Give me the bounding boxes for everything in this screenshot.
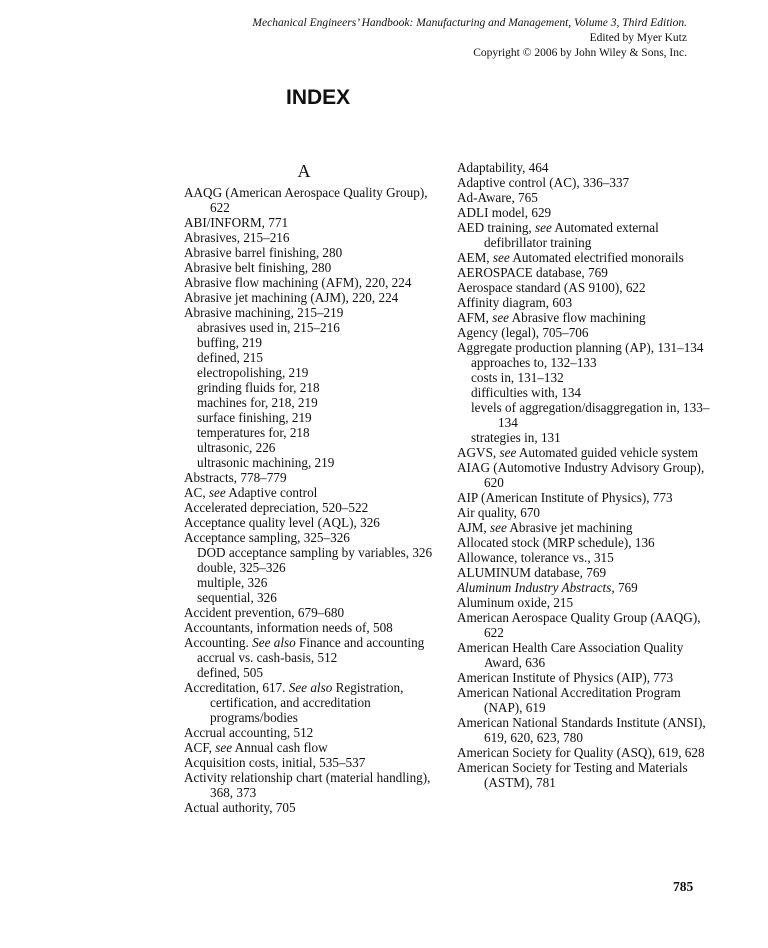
index-entry [184,770,442,800]
index-entry [457,550,719,565]
index-entry [457,190,719,205]
entry-text: American Society for Quality (ASQ), 619, 628 [457,745,705,760]
entry-text: AIP (American Institute of Physics), 773 [457,490,673,505]
page-title: INDEX [286,86,351,109]
entry-text: Adaptive control [225,485,318,500]
index-entry [457,340,719,355]
entry-text: AAQG (American Aerospace Quality Group), 622 [184,185,428,215]
entry-text: Accident prevention, 679–680 [184,605,345,620]
index-entry [184,185,442,215]
index-entry [184,725,442,740]
entry-text: American National Standards Institute (ANSI), 619, 620, 623, 780 [457,715,706,745]
entry-text: ACF, [184,740,216,755]
index-subentry [184,425,442,440]
index-subentry [457,370,719,385]
entry-text: Aluminum Industry Abstracts, [457,580,615,595]
index-entry [457,760,719,790]
entry-text: Abrasives, 215–216 [184,230,290,245]
index-entry [184,635,442,650]
index-entry [184,500,442,515]
entry-text: Accelerated depreciation, 520–522 [184,500,369,515]
entry-text: strategies in, 131 [471,430,561,445]
entry-text: Activity relationship chart (material handling), 368, 373 [184,770,431,800]
index-entry [457,595,719,610]
entry-text: See also [288,680,333,695]
index-subentry [457,385,719,400]
entry-text: ultrasonic, 226 [197,440,276,455]
index-subentry [184,395,442,410]
entry-text: American Aerospace Quality Group (AAQG), 622 [457,610,701,640]
index-entry [457,565,719,580]
entry-text: Automated external defibrillator training [484,220,659,250]
entry-text: costs in, 131–132 [471,370,564,385]
index-entry [457,295,719,310]
entry-text: American Health Care Association Quality Award, 636 [457,640,684,670]
copyright-line: Copyright © 2006 by John Wiley & Sons, Inc. [473,47,687,59]
index-entry [457,205,719,220]
index-subentry [184,665,442,680]
entry-text: AED training, [457,220,536,235]
index-entry [457,280,719,295]
entry-text: Actual authority, 705 [184,800,296,815]
entry-text: Adaptive control (AC), 336–337 [457,175,630,190]
entry-text: electropolishing, 219 [197,365,309,380]
entry-text: American Institute of Physics (AIP), 773 [457,670,674,685]
index-subentry [184,455,442,470]
entry-text: Allowance, tolerance vs., 315 [457,550,614,565]
right-entries [457,160,719,790]
entry-text: see [215,740,233,755]
index-entry [184,275,442,290]
index-entry [184,605,442,620]
entry-text: surface finishing, 219 [197,410,312,425]
page-header [252,16,687,61]
index-subentry [184,440,442,455]
index-entry [184,800,442,815]
entry-text: American National Accreditation Program (NAP), 619 [457,685,681,715]
entry-text: Accrual accounting, 512 [184,725,314,740]
index-entry [457,715,719,745]
entry-text: ALUMINUM database, 769 [457,565,607,580]
index-subentry [184,590,442,605]
entry-text: AIAG (Automotive Industry Advisory Group), 620 [457,460,705,490]
entry-text: Accreditation, 617. [184,680,289,695]
index-entry [457,745,719,760]
entry-text: machines for, 218, 219 [197,395,318,410]
entry-text: defined, 215 [197,350,263,365]
entry-text: Acceptance quality level (AQL), 326 [184,515,380,530]
entry-text: Affinity diagram, 603 [457,295,573,310]
entry-text: see [499,445,517,460]
index-subentry [457,430,719,445]
entry-text: AEROSPACE database, 769 [457,265,608,280]
entry-text: difficulties with, 134 [471,385,582,400]
index-entry [457,535,719,550]
entry-text: buffing, 219 [197,335,262,350]
index-subentry [184,560,442,575]
entry-text: AEM, [457,250,493,265]
entry-text: see [492,310,510,325]
entry-text: Abrasive barrel finishing, 280 [184,245,343,260]
entry-text: double, 325–326 [197,560,286,575]
entry-text: AJM, [457,520,490,535]
index-entry [457,505,719,520]
index-entry [184,620,442,635]
left-entries [184,185,442,815]
index-subentry [457,400,719,430]
entry-text: see [535,220,552,235]
entry-text: accrual vs. cash-basis, 512 [197,650,338,665]
index-subentry [184,380,442,395]
index-column-right [457,160,719,790]
entry-text: American Society for Testing and Materials (ASTM), 781 [457,760,688,790]
entry-text: sequential, 326 [197,590,277,605]
index-subentry [184,350,442,365]
index-entry [184,530,442,545]
index-entry [184,260,442,275]
section-letter: A [297,161,311,181]
entry-text: ABI/INFORM, 771 [184,215,289,230]
entry-text: See also [252,635,296,650]
entry-text: Accounting. [184,635,253,650]
entry-text: ultrasonic machining, 219 [197,455,335,470]
entry-text: Automated guided vehicle system [516,445,698,460]
entry-text: Abrasive flow machining (AFM), 220, 224 [184,275,412,290]
entry-text: Abstracts, 778–779 [184,470,287,485]
index-entry [184,470,442,485]
index-entry [457,325,719,340]
entry-text: ADLI model, 629 [457,205,552,220]
index-subentry [184,335,442,350]
index-entry [184,290,442,305]
entry-text: Adaptability, 464 [457,160,549,175]
entry-text: Aerospace standard (AS 9100), 622 [457,280,646,295]
entry-text: AC, [184,485,209,500]
index-entry [184,485,442,500]
entry-text: approaches to, 132–133 [471,355,597,370]
entry-text: levels of aggregation/disaggregation in, 133–134 [471,400,710,430]
index-entry [184,680,442,725]
entry-text: Acquisition costs, initial, 535–537 [184,755,366,770]
index-entry [457,520,719,535]
index-entry [184,215,442,230]
entry-text: 769 [614,580,638,595]
entry-text: grinding fluids for, 218 [197,380,320,395]
index-subentry [184,410,442,425]
index-entry [457,580,719,595]
entry-text: abrasives used in, 215–216 [197,320,340,335]
entry-text: see [489,520,507,535]
index-entry [457,610,719,640]
book-title: Mechanical Engineers’ Handbook: Manufacturing and Management, Volume 3, Third Edition. [252,17,687,29]
entry-text: Registration, certification, and accreditation programs/bodies [210,680,404,725]
index-entry [457,490,719,505]
entry-text: multiple, 326 [197,575,268,590]
index-entry [457,160,719,175]
entry-text: AGVS, [457,445,500,460]
page-number: 785 [673,879,694,894]
index-entry [457,445,719,460]
entry-text: Abrasive jet machining (AJM), 220, 224 [184,290,399,305]
entry-text: Annual cash flow [232,740,328,755]
entry-text: Allocated stock (MRP schedule), 136 [457,535,655,550]
entry-text: Agency (legal), 705–706 [457,325,589,340]
entry-text: defined, 505 [197,665,263,680]
index-entry [184,740,442,755]
entry-text: Aggregate production planning (AP), 131–134 [457,340,704,355]
entry-text: see [208,485,226,500]
index-entry [457,460,719,490]
entry-text: Ad-Aware, 765 [457,190,538,205]
entry-text: AFM, [457,310,493,325]
entry-text: see [492,250,510,265]
index-subentry [184,365,442,380]
index-subentry [457,355,719,370]
index-entry [457,175,719,190]
entry-text: temperatures for, 218 [197,425,310,440]
index-entry [184,515,442,530]
entry-text: Accountants, information needs of, 508 [184,620,393,635]
index-entry [457,310,719,325]
index-subentry [184,320,442,335]
entry-text: Abrasive belt finishing, 280 [184,260,332,275]
entry-text: Aluminum oxide, 215 [457,595,574,610]
index-entry [457,685,719,715]
index-entry [184,245,442,260]
index-entry [184,305,442,320]
entry-text: Air quality, 670 [457,505,541,520]
index-subentry [184,650,442,665]
index-entry [184,755,442,770]
entry-text: Finance and accounting [295,635,425,650]
entry-text: Acceptance sampling, 325–326 [184,530,350,545]
index-entry [457,265,719,280]
entry-text: Abrasive flow machining [509,310,646,325]
index-entry [457,670,719,685]
index-subentry [184,575,442,590]
index-entry [184,230,442,245]
index-entry [457,220,719,250]
entry-text: Automated electrified monorails [509,250,684,265]
index-entry [457,640,719,670]
index-entry [457,250,719,265]
editor-line: Edited by Myer Kutz [589,32,687,44]
index-subentry [184,545,442,560]
entry-text: DOD acceptance sampling by variables, 326 [197,545,433,560]
index-column-left [184,160,442,815]
entry-text: Abrasive machining, 215–219 [184,305,344,320]
entry-text: Abrasive jet machining [506,520,633,535]
